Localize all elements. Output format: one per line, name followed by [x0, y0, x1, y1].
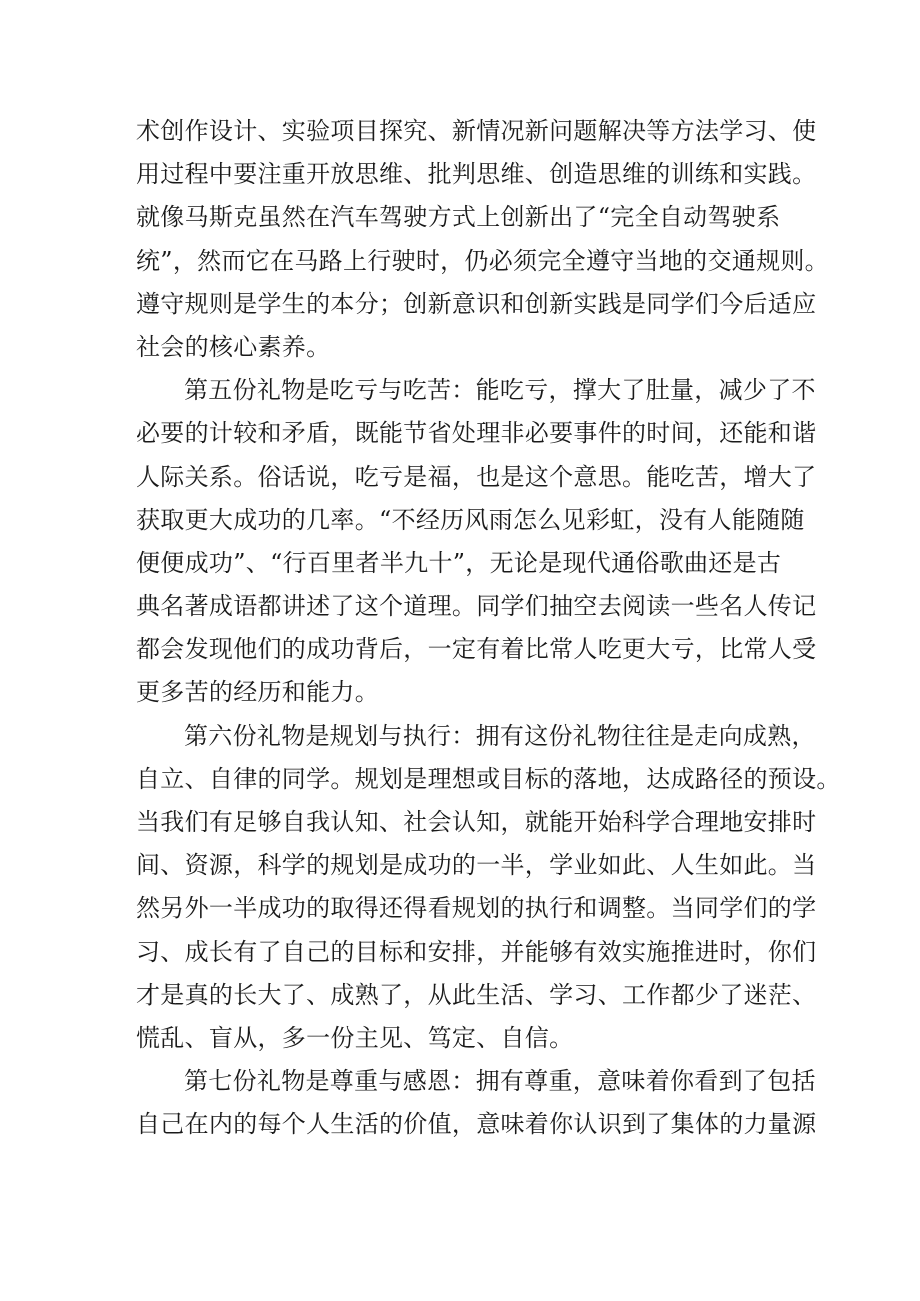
paragraph-start-line: 第六份礼物是规划与执行：拥有这份礼物往往是走向成熟， — [184, 721, 816, 750]
body-text — [136, 110, 841, 1147]
text-line: 自己在内的每个人生活的价值，意味着你认识到了集体的力量源 — [136, 1110, 817, 1139]
text-line: 当我们有足够自我认知、社会认知，就能开始科学合理地安排时 — [136, 808, 817, 836]
text-line: 然另外一半成功的取得还得看规划的执行和调整。当同学们的学 — [136, 894, 817, 923]
text-line: 获取更大成功的几率。“不经历风雨怎么见彩虹，没有人能随随 — [136, 505, 805, 534]
text-line: 遵守规则是学生的本分；创新意识和创新实践是同学们今后适应 — [136, 289, 817, 318]
text-line: 才是真的长大了、成熟了，从此生活、学习、工作都少了迷茫、 — [136, 980, 817, 1009]
text-line: 慌乱、盲从，多一份主见、笃定、自信。 — [136, 1023, 574, 1052]
text-line: 必要的计较和矛盾，既能节省处理非必要事件的时间，还能和谐 — [136, 419, 817, 448]
text-line: 用过程中要注重开放思维、批判思维、创造思维的训练和实践。 — [136, 160, 817, 189]
paragraph-start-line: 第七份礼物是尊重与感恩：拥有尊重，意味着你看到了包括 — [184, 1067, 816, 1096]
text-line: 间、资源，科学的规划是成功的一半，学业如此、人生如此。当 — [136, 851, 817, 880]
text-line: 都会发现他们的成功背后，一定有着比常人吃更大亏，比常人受 — [136, 635, 817, 664]
text-line: 习、成长有了自己的目标和安排，并能够有效实施推进时，你们 — [136, 937, 817, 966]
text-line: 人际关系。俗话说，吃亏是福，也是这个意思。能吃苦，增大了 — [136, 462, 817, 491]
text-line: 典名著成语都讲述了这个道理。同学们抽空去阅读一些名人传记 — [136, 592, 817, 621]
paragraph-start-line: 第五份礼物是吃亏与吃苦：能吃亏，撑大了肚量，减少了不 — [184, 376, 816, 405]
text-line: 便便成功”、“行百里者半九十”，无论是现代通俗歌曲还是古 — [136, 548, 782, 577]
text-line: 统”，然而它在马路上行驶时，仍必须完全遵守当地的交通规则。 — [136, 246, 829, 275]
text-line: 就像马斯克虽然在汽车驾驶方式上创新出了“完全自动驾驶系 — [136, 203, 781, 232]
text-line: 更多苦的经历和能力。 — [136, 678, 379, 707]
text-line: 自立、自律的同学。规划是理想或目标的落地，达成路径的预设。 — [136, 764, 841, 793]
text-line: 术创作设计、实验项目探究、新情况新问题解决等方法学习、使 — [136, 117, 817, 145]
text-line: 社会的核心素养。 — [136, 332, 331, 361]
